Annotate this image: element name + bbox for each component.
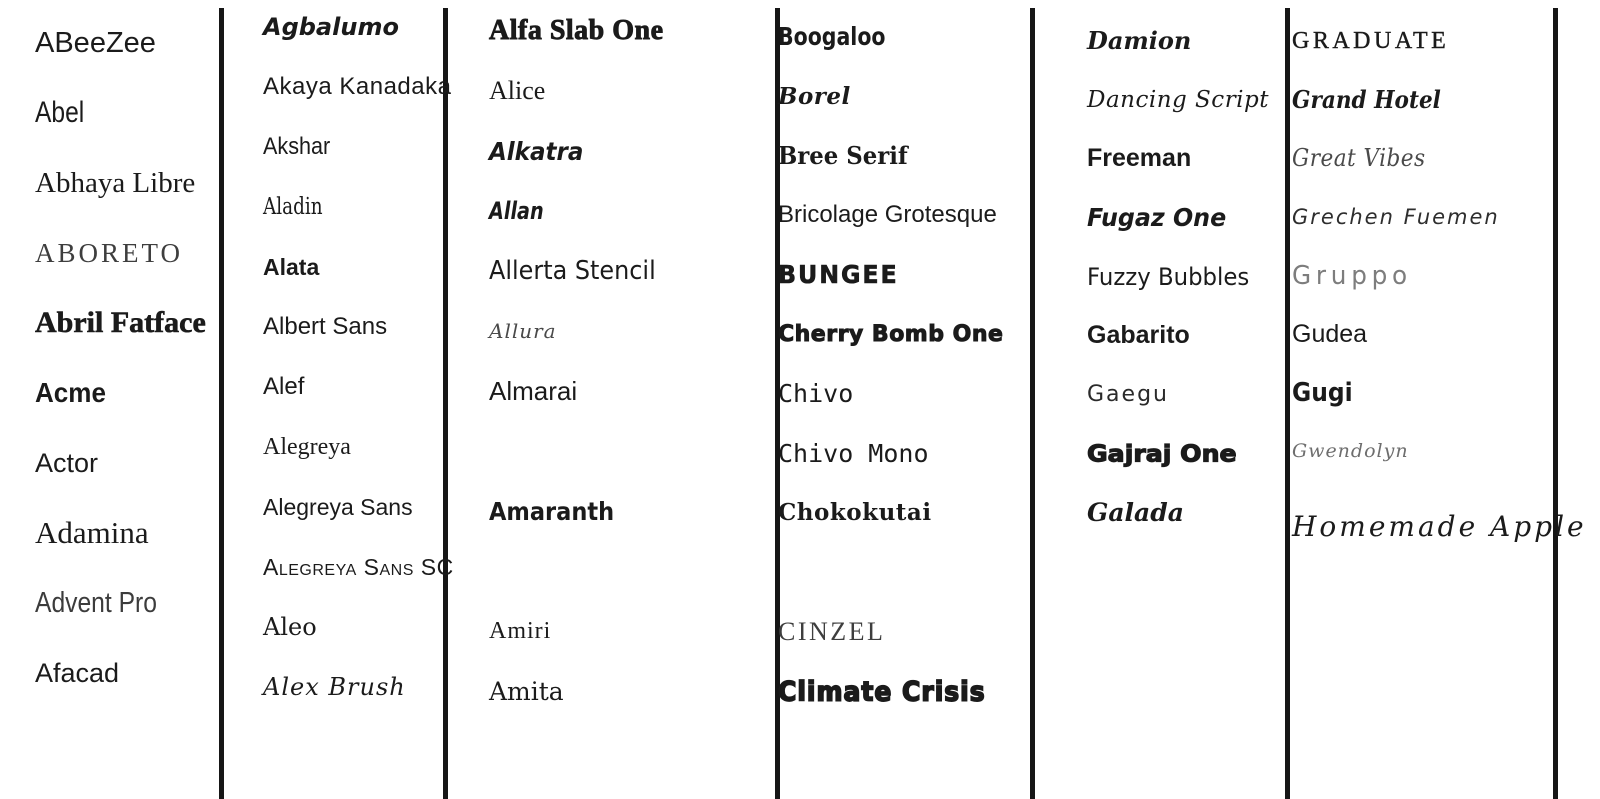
font-name-label: Advent Pro	[35, 586, 157, 619]
font-item-chivo	[778, 364, 1028, 424]
font-item-fugaz-one	[1087, 188, 1283, 247]
font-item-alegreya-sans	[263, 477, 443, 537]
font-name-label: Allan	[489, 197, 544, 225]
font-item-alegreya-sans-sc	[263, 537, 454, 597]
font-name-label: Alef	[263, 373, 305, 400]
font-name-label: Gugi	[1292, 377, 1353, 408]
font-name-label: CINZEL	[778, 616, 886, 646]
font-item-allura	[489, 301, 773, 361]
font-name-label: Fugaz One	[1087, 203, 1227, 232]
font-name-label: Agbalumo	[263, 13, 399, 41]
font-name-label: Chokokutai	[778, 499, 932, 527]
font-name-label: Adamina	[35, 515, 149, 550]
font-column-4	[778, 7, 1028, 721]
font-name-label: Damion	[1087, 26, 1192, 55]
font-name-label: Allura	[489, 319, 557, 343]
font-name-label: Chivo	[778, 379, 854, 409]
font-item-aladin	[263, 177, 443, 237]
font-name-label: Acme	[35, 377, 106, 408]
font-name-label: Akshar	[263, 133, 331, 160]
font-item-gudea	[1292, 305, 1552, 364]
font-column-5	[1087, 11, 1283, 542]
font-item-allerta-stencil	[489, 241, 773, 301]
font-name-label: Gabarito	[1087, 321, 1190, 349]
font-item-allan	[489, 181, 773, 241]
font-item-abril-fatface	[35, 288, 219, 358]
font-name-label: Alice	[489, 76, 546, 105]
font-item-akshar	[263, 117, 443, 177]
font-name-label: Almarai	[489, 375, 578, 406]
font-name-label: GRADUATE	[1292, 27, 1450, 54]
font-item-galada	[1087, 483, 1283, 542]
font-name-label: Cherry Bomb One	[778, 321, 1004, 347]
column-divider	[219, 8, 224, 799]
font-item-cinzel	[778, 602, 1028, 662]
font-item-abeezee	[35, 8, 219, 78]
font-column-1	[35, 8, 219, 708]
font-item-agbalumo	[263, 0, 443, 57]
font-name-label: Boogaloo	[778, 22, 886, 52]
font-name-label: Grechen Fuemen	[1292, 205, 1500, 230]
font-name-label: Borel	[778, 82, 851, 110]
font-name-label: ABORETO	[35, 237, 184, 268]
font-item-chokokutai	[778, 483, 1028, 543]
font-item-great-vibes	[1292, 129, 1552, 188]
font-name-label: Actor	[35, 447, 99, 478]
font-name-label: Gaegu	[1087, 382, 1169, 407]
font-name-label: Gajraj One	[1087, 440, 1237, 467]
font-name-label: Gruppo	[1292, 260, 1412, 291]
font-item-fuzzy-bubbles	[1087, 247, 1283, 306]
font-item-alef	[263, 357, 443, 417]
font-name-label: Amita	[489, 676, 564, 706]
font-name-label: Afacad	[35, 657, 120, 688]
font-item-albert-sans	[263, 297, 443, 357]
font-name-label: Alex Brush	[263, 673, 406, 701]
font-item-blank	[489, 541, 773, 601]
font-name-label: Akaya Kanadaka	[263, 73, 452, 100]
font-name-label: Galada	[1087, 498, 1184, 527]
font-name-label: Freeman	[1087, 144, 1192, 172]
font-name-label: Grand Hotel	[1292, 85, 1441, 115]
font-item-akaya-kanadaka	[263, 57, 452, 117]
font-item-actor	[35, 428, 219, 498]
font-name-label: Allerta Stencil	[489, 256, 656, 286]
font-item-climate-crisis	[778, 662, 1028, 722]
font-name-label: Alegreya Sans	[263, 493, 413, 520]
font-item-chivo-mono	[778, 424, 1028, 484]
font-column-2	[263, 0, 454, 717]
font-item-homemade-apple	[1292, 481, 1587, 543]
font-item-gajraj-one	[1087, 424, 1283, 483]
font-column-3	[489, 1, 773, 721]
font-item-damion	[1087, 11, 1283, 70]
column-divider	[1030, 8, 1035, 799]
column-divider	[443, 8, 448, 799]
font-item-alfa-slab-one	[489, 1, 773, 61]
font-column-6	[1292, 12, 1587, 543]
font-item-almarai	[489, 361, 773, 421]
font-name-label: Amiri	[489, 617, 552, 644]
font-name-label: Alfa Slab One	[489, 15, 664, 46]
font-item-alegreya	[263, 417, 443, 477]
font-name-label: Bree Serif	[778, 141, 908, 171]
font-item-grand-hotel	[1292, 71, 1552, 130]
font-item-bungee	[778, 245, 1028, 305]
font-name-label: Abril Fatface	[35, 306, 206, 339]
font-item-gaegu	[1087, 365, 1283, 424]
font-item-amiri	[489, 601, 773, 661]
font-name-label: Alkatra	[489, 136, 584, 166]
column-divider	[1553, 8, 1558, 799]
font-name-label: Albert Sans	[263, 313, 388, 340]
font-name-label: Alegreya Sans SC	[263, 553, 454, 580]
font-item-cherry-bomb-one	[778, 305, 1028, 365]
font-item-gugi	[1292, 364, 1552, 423]
font-item-borel	[778, 67, 1028, 127]
font-name-label: Aladin	[263, 194, 323, 220]
font-item-gwendolyn	[1292, 422, 1552, 481]
font-name-label: Climate Crisis	[778, 676, 986, 707]
font-name-label: Gwendolyn	[1292, 440, 1409, 463]
font-item-aleo	[263, 597, 443, 657]
font-item-bree-serif	[778, 126, 1028, 186]
font-name-label: Bricolage Grotesque	[778, 201, 997, 229]
font-item-bricolage-grotesque	[778, 186, 1028, 246]
font-item-amaranth	[489, 481, 773, 541]
font-item-boogaloo	[778, 7, 1028, 67]
font-name-label: Abel	[35, 96, 85, 129]
font-name-label: Alata	[263, 253, 320, 280]
font-name-label: ABeeZee	[35, 26, 156, 59]
font-name-label: Aleo	[263, 613, 317, 641]
font-item-amita	[489, 661, 773, 721]
font-item-freeman	[1087, 129, 1283, 188]
font-item-gruppo	[1292, 246, 1552, 305]
font-name-label: Great Vibes	[1292, 144, 1426, 173]
font-item-adamina	[35, 498, 219, 568]
font-item-alex-brush	[263, 657, 443, 717]
font-item-alkatra	[489, 121, 773, 181]
font-item-alata	[263, 237, 443, 297]
font-item-acme	[35, 358, 219, 428]
font-name-label: BUNGEE	[778, 260, 899, 290]
font-item-blank	[489, 421, 773, 481]
font-item-dancing-script	[1087, 70, 1283, 129]
font-name-label: Fuzzy Bubbles	[1087, 262, 1250, 291]
font-name-label: Abhaya Libre	[35, 166, 196, 199]
font-name-label: Gudea	[1292, 319, 1368, 348]
font-item-blank	[778, 543, 1028, 603]
font-item-abel	[35, 78, 219, 148]
font-name-label: Chivo Mono	[778, 438, 929, 468]
font-item-gabarito	[1087, 306, 1283, 365]
font-item-abhaya-libre	[35, 148, 219, 218]
font-item-advent-pro	[35, 568, 219, 638]
font-item-alice	[489, 61, 773, 121]
font-name-label: Alegreya	[263, 433, 351, 460]
font-item-grechen-fuemen	[1292, 188, 1552, 247]
font-name-label: Amaranth	[489, 496, 615, 526]
font-name-label: Homemade Apple	[1292, 509, 1587, 543]
column-divider	[1285, 8, 1290, 799]
font-item-graduate	[1292, 12, 1552, 71]
font-item-afacad	[35, 638, 219, 708]
font-item-aboreto	[35, 218, 219, 288]
font-name-label: Dancing Script	[1087, 86, 1270, 113]
